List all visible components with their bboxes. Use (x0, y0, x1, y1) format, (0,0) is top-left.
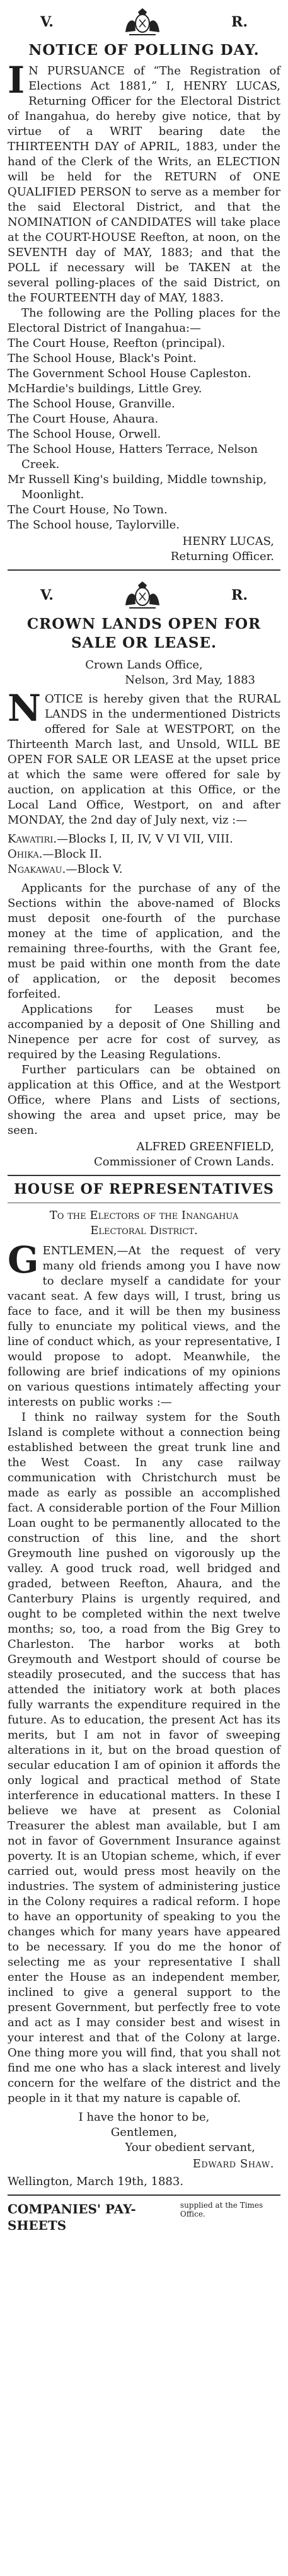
office-date: Nelson, 3rd May, 1883 (125, 673, 255, 687)
section-divider (8, 1175, 280, 1176)
house-of-representatives-title: HOUSE OF REPRESENTATIVES (14, 1181, 274, 1198)
address-opening (8, 1238, 280, 1410)
royal-coat-of-arms-icon (120, 7, 164, 37)
polling-place: The School House, Hatters Terrace, Nelson Creek. (8, 443, 258, 471)
electors-address (8, 1208, 280, 1238)
polling-place: The School house, Taylorville. (8, 518, 180, 532)
polling-place: Mr Russell King's building, Middle township, Moonlight. (8, 473, 267, 501)
commissioner-name: ALFRED GREENFIELD, (136, 1140, 274, 1153)
further-particulars-paragraph: Further particulars can be obtained on application at this Office, and at the Westport Office, where Plans and Lists of sections, showing the area and upset price, may be seen. (8, 1063, 280, 1137)
polling-place: The Court House, No Town. (8, 503, 168, 516)
crown-lands-body (8, 687, 280, 828)
polling-place: The School House, Black's Point. (8, 352, 197, 365)
polling-notice-body (8, 59, 280, 306)
crown-lands-title-line2: SALE OR LEASE. (71, 634, 217, 651)
election-address (8, 1181, 280, 2189)
polling-place: McHardie's buildings, Little Grey. (8, 382, 202, 395)
crest-letter-right: R. (231, 14, 248, 30)
district-block-row: Ohika.—Block II. (8, 848, 103, 861)
crown-lands-title (8, 615, 280, 653)
lease-terms-paragraph: Applications for Leases must be accompanied by a deposit of One Shilling and Ninepence per acre for cost of survey, as required by the Leasing Regulations. (8, 1003, 280, 1061)
address-body: I think no railway system for the South Island is complete without a connection being established between the great trunk line and the West Coast. In any case railway communication with Christchurch must be made as early as possible an accomplished fact. A considerable portion of the Four Million Loan ought to be permanently allocated to the construction of this line, and the short Greymouth line pushed on vigorously up the valley. A good truck road, well bridged and graded, between Reefton, Ahaura, and the Canterbury Plains is urgently required, and ought to be completed within the next twelve months; so, too, a road from the Big Grey to Charleston. The harbor works at both Greymouth and Westport should of course be steadily prosecuted, and the success that has attended the initiatory work at both places fully warrants the expenditure required in the future. As to education, the present Act has its merits, but I am not in favor of sweeping alterations in it, but on the broad question of secular education I am of opinion it affords the only logical and practical method of State interference in educational matters. In these I believe we have at present as Colonial Treasurer the ablest man available, but I am not in favor of Government Insurance against poverty. It is an Utopian scheme, which, if ever carried out, would press most heavily on the industries. The system of administering justice in the Colony requires a radical reform. I hope to have an opportunity of speaking to you the changes which for many years have appeared to be necessary. If you do me the honor of selecting me as your representative I shall enter the House as an independent member, inclined to give a general support to the present Government, but perfectly free to vote and act as I may consider best and wisest in your interest and that of the Colony at large. One thing more you will find, that you shall not find me one who has a slack interest and lively concern for the welfare of the district and the people in it that my nature is capable of. (8, 1411, 280, 2105)
candidate-signature: Edward Shaw. (192, 2157, 274, 2171)
servant-line: Your obedient servant, (125, 2141, 255, 2154)
address-opening-text: ENTLEMEN,—At the request of very many old friends among you I have now to declare myself a candidate for your vacant seat. A few days will, I trust, bring us face to face, and it will be then my business fully to enunciate my political views, and the line of conduct which, as your representative, I would propose to adopt. Meanwhile, the following are brief indications of my opinions on various questions intimately affecting your interests on public works :— (8, 1244, 280, 1409)
closing-line: I have the honor to be, (78, 2111, 210, 2124)
royal-crest-header (8, 576, 280, 612)
polling-notice-text: N PURSUANCE of “The Registration of Elections Act 1881,” I, HENRY LUCAS, Returning Officer for the Electoral District of Inangahua, do hereby give notice, that by virtue of a WRIT bearing date the THIRTEENTH DAY of APRIL, 1883, under the hand of the Clerk of the Writs, an ELECTION will be held for the RETURN of ONE QUALIFIED PERSON to serve as a member for the said Electoral District, and that the NOMINATION of CANDIDATES will take place at the COURT-HOUSE Reefton, at noon, on the SEVENTH day of MAY, 1883; and that the POLL if necessary will be TAKEN at the several polling-places of the said District, on the FOURTEENTH day of MAY, 1883. (8, 64, 280, 305)
pay-sheets-title: COMPANIES' PAY-SHEETS (8, 2201, 136, 2233)
electors-address-line1: To the Electors of the Inangahua (49, 1209, 239, 1222)
dropcap-letter: I (8, 59, 25, 102)
pay-sheets-advert (8, 2201, 280, 2234)
office-name: Crown Lands Office, (85, 658, 203, 672)
polling-day-notice (8, 3, 280, 564)
dropcap-letter: G (8, 1238, 39, 1281)
commissioner-role: Commissioner of Crown Lands. (93, 1155, 274, 1169)
returning-officer-role: Returning Officer. (170, 550, 274, 563)
address-dateline: Wellington, March 19th, 1883. (8, 2175, 184, 2188)
polling-place: The School House, Orwell. (8, 428, 161, 441)
district-blocks-list (8, 832, 280, 877)
crown-lands-text: OTICE is hereby given that the RURAL LANDS in the undermentioned Districts offered for Sale at WESTPORT, on the Thirteenth March last, and Unsold, WILL BE OPEN FOR SALE OR LEASE at the upset price at which the same were offered for sale by auction, on application at this Office, or the Local Land Office, Westport, on and after MONDAY, the 2nd day of July next, viz :— (8, 692, 280, 827)
polling-place: The Government School House Capleston. (8, 367, 251, 380)
polling-place: The School House, Granville. (8, 397, 175, 411)
district-block-row: Kawatiri.—Blocks I, II, IV, V VI VII, VIII. (8, 832, 233, 846)
polling-place: The Court House, Ahaura. (8, 412, 159, 426)
polling-place: The Court House, Reefton (principal). (8, 337, 226, 350)
section-divider (8, 2194, 280, 2196)
royal-coat-of-arms-icon (120, 580, 164, 610)
district-block-row: Ngakawau.—Block V. (8, 863, 123, 876)
returning-officer-name: HENRY LUCAS, (182, 535, 274, 548)
section-divider (8, 569, 280, 571)
newspaper-column (8, 0, 280, 2234)
salutation: Gentlemen, (110, 2126, 178, 2139)
crown-lands-title-line1: CROWN LANDS OPEN FOR (26, 615, 262, 632)
dropcap-letter: N (8, 687, 42, 730)
crown-lands-notice (8, 576, 280, 1170)
polling-places-list (8, 336, 280, 533)
purchase-terms-paragraph: Applicants for the purchase of any of the Sections within the above-named of Blocks must deposit one-fourth of the purchase money at the time of application, and the remaining three-fourths, with the Grant fee, must be paid within one month from the date of application, or the deposit becomes forfeited. (8, 882, 280, 1001)
crest-letter-right: R. (231, 587, 248, 603)
pay-sheets-note: supplied at the Times Office. (180, 2201, 263, 2218)
crest-letter-left: V. (40, 14, 54, 30)
electors-address-line2: Electoral District. (90, 1224, 198, 1237)
polling-notice-title: NOTICE OF POLLING DAY. (28, 42, 260, 59)
royal-crest-header (8, 3, 280, 39)
polling-places-intro: The following are the Polling places for the Electoral District of Inangahua:— (8, 306, 280, 335)
crest-letter-left: V. (40, 587, 54, 603)
